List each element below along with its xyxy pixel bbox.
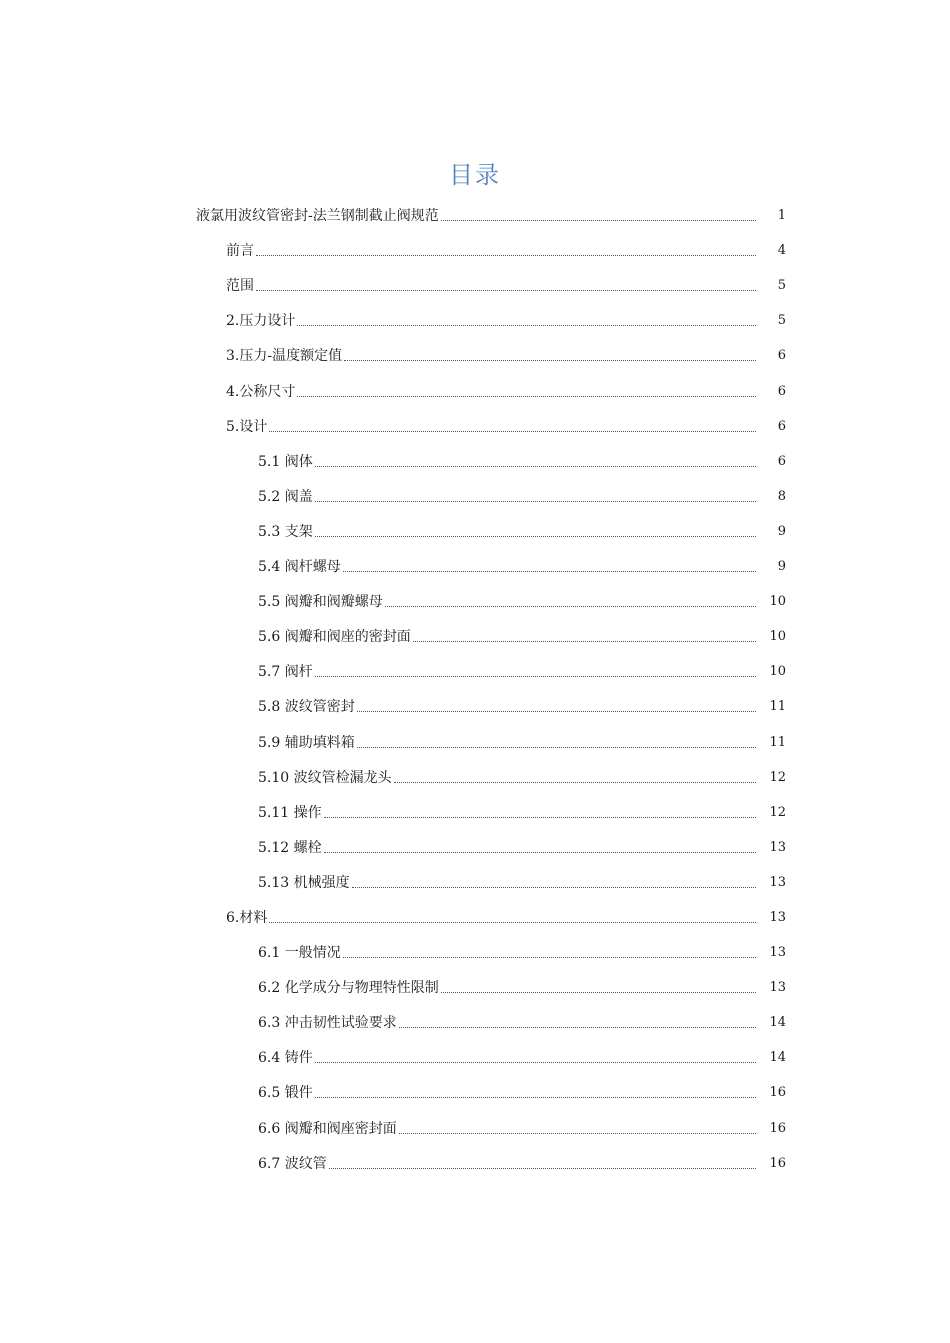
toc-entry-label: 5.6 阀瓣和阀座的密封面: [258, 629, 411, 646]
toc-entry[interactable]: [0, 478, 950, 513]
toc-entry-label: 4.公称尺寸: [226, 383, 296, 400]
toc-page-number: 16: [769, 1085, 786, 1101]
toc-entry[interactable]: [0, 899, 950, 934]
toc-page-number: 14: [769, 1050, 786, 1066]
toc-page-number: 13: [769, 980, 786, 996]
toc-entry[interactable]: [0, 337, 950, 372]
toc-entry-label: 5.13 机械强度: [258, 874, 350, 891]
toc-dot-leader: [269, 922, 756, 923]
toc-entry[interactable]: [0, 1039, 950, 1074]
toc-page-number: 10: [769, 594, 786, 610]
toc-dot-leader: [357, 747, 756, 748]
toc-entry-label: 6.6 阀瓣和阀座密封面: [258, 1120, 397, 1137]
toc-page-number: 10: [769, 629, 786, 645]
toc-entry[interactable]: [0, 1004, 950, 1039]
toc-entry-label: 6.2 化学成分与物理特性限制: [258, 980, 439, 997]
toc-title: 目录: [449, 161, 501, 189]
table-of-contents: [0, 197, 950, 1180]
toc-entry[interactable]: [0, 1145, 950, 1180]
toc-page-number: 13: [769, 909, 786, 925]
toc-dot-leader: [315, 536, 756, 537]
toc-page-number: 12: [769, 769, 786, 785]
toc-dot-leader: [344, 360, 756, 361]
toc-entry-label: 2.压力设计: [226, 313, 296, 330]
toc-entry[interactable]: [0, 759, 950, 794]
toc-entry-label: 5.9 辅助填料箱: [258, 734, 355, 751]
toc-page-number: 11: [769, 699, 786, 715]
toc-page-number: 6: [777, 418, 786, 434]
toc-page-number: 9: [777, 559, 786, 575]
toc-page-number: 12: [769, 804, 786, 820]
toc-dot-leader: [413, 641, 756, 642]
toc-entry[interactable]: [0, 829, 950, 864]
toc-entry[interactable]: [0, 197, 950, 232]
toc-entry[interactable]: [0, 548, 950, 583]
toc-entry-label: 5.设计: [226, 418, 268, 435]
toc-entry-label: 5.8 波纹管密封: [258, 699, 355, 716]
toc-entry[interactable]: [0, 443, 950, 478]
toc-entry-label: 6.3 冲击韧性试验要求: [258, 1015, 397, 1032]
toc-entry-label: 前言: [226, 243, 254, 260]
toc-entry-label: 6.4 铸件: [258, 1050, 313, 1067]
toc-entry-label: 5.3 支架: [258, 523, 313, 540]
toc-dot-leader: [357, 711, 756, 712]
toc-dot-leader: [256, 290, 756, 291]
toc-page-number: 16: [769, 1155, 786, 1171]
toc-entry[interactable]: [0, 618, 950, 653]
toc-entry[interactable]: [0, 794, 950, 829]
toc-entry[interactable]: [0, 653, 950, 688]
toc-page-number: 1: [777, 208, 786, 224]
toc-dot-leader: [329, 1168, 756, 1169]
toc-dot-leader: [343, 571, 756, 572]
toc-dot-leader: [385, 606, 756, 607]
toc-dot-leader: [297, 325, 756, 326]
toc-page-number: 14: [769, 1015, 786, 1031]
toc-dot-leader: [324, 817, 756, 818]
toc-page-number: 13: [769, 839, 786, 855]
toc-dot-leader: [441, 992, 756, 993]
toc-entry-label: 6.7 波纹管: [258, 1155, 327, 1172]
toc-page-number: 11: [769, 734, 786, 750]
toc-entry-label: 5.1 阀体: [258, 453, 313, 470]
toc-entry-label: 5.5 阀瓣和阀瓣螺母: [258, 594, 383, 611]
toc-dot-leader: [399, 1133, 756, 1134]
toc-dot-leader: [315, 466, 756, 467]
toc-entry-label: 5.10 波纹管检漏龙头: [258, 769, 392, 786]
toc-dot-leader: [269, 431, 756, 432]
toc-entry-label: 液氯用波纹管密封-法兰钢制截止阀规范: [196, 208, 439, 225]
toc-entry[interactable]: [0, 723, 950, 758]
toc-page-number: 6: [777, 383, 786, 399]
toc-entry[interactable]: [0, 1109, 950, 1144]
toc-dot-leader: [343, 957, 756, 958]
toc-entry-label: 5.2 阀盖: [258, 488, 313, 505]
toc-entry[interactable]: [0, 969, 950, 1004]
toc-entry[interactable]: [0, 688, 950, 723]
toc-entry[interactable]: [0, 372, 950, 407]
toc-page-number: 5: [777, 278, 786, 294]
toc-entry[interactable]: [0, 583, 950, 618]
toc-page-number: 16: [769, 1120, 786, 1136]
toc-entry-label: 5.7 阀杆: [258, 664, 313, 681]
toc-entry[interactable]: [0, 232, 950, 267]
toc-entry-label: 6.1 一般情况: [258, 945, 341, 962]
toc-dot-leader: [315, 1097, 756, 1098]
toc-page-number: 5: [777, 313, 786, 329]
toc-dot-leader: [394, 782, 756, 783]
toc-entry[interactable]: [0, 408, 950, 443]
toc-entry-label: 3.压力-温度额定值: [226, 348, 343, 365]
toc-dot-leader: [315, 501, 756, 502]
toc-entry-label: 6.材料: [226, 909, 268, 926]
toc-page-number: 6: [777, 348, 786, 364]
toc-page-number: 13: [769, 874, 786, 890]
toc-entry-label: 5.12 螺栓: [258, 839, 322, 856]
toc-entry[interactable]: [0, 1074, 950, 1109]
toc-entry-label: 6.5 锻件: [258, 1085, 313, 1102]
toc-page-number: 10: [769, 664, 786, 680]
toc-entry-label: 5.11 操作: [258, 804, 322, 821]
toc-page-number: 8: [777, 488, 786, 504]
toc-dot-leader: [315, 676, 756, 677]
toc-page-number: 4: [777, 243, 786, 259]
toc-entry[interactable]: [0, 864, 950, 899]
toc-dot-leader: [256, 255, 756, 256]
toc-entry-label: 范围: [226, 278, 254, 295]
toc-page-number: 6: [777, 453, 786, 469]
toc-dot-leader: [315, 1062, 756, 1063]
toc-entry-label: 5.4 阀杆螺母: [258, 559, 341, 576]
toc-entry[interactable]: [0, 267, 950, 302]
toc-dot-leader: [399, 1027, 756, 1028]
toc-entry[interactable]: [0, 302, 950, 337]
toc-dot-leader: [441, 220, 756, 221]
toc-dot-leader: [297, 396, 756, 397]
toc-page-number: 13: [769, 945, 786, 961]
toc-entry[interactable]: [0, 934, 950, 969]
toc-dot-leader: [324, 852, 756, 853]
toc-dot-leader: [352, 887, 756, 888]
toc-entry[interactable]: [0, 513, 950, 548]
toc-page-number: 9: [777, 523, 786, 539]
